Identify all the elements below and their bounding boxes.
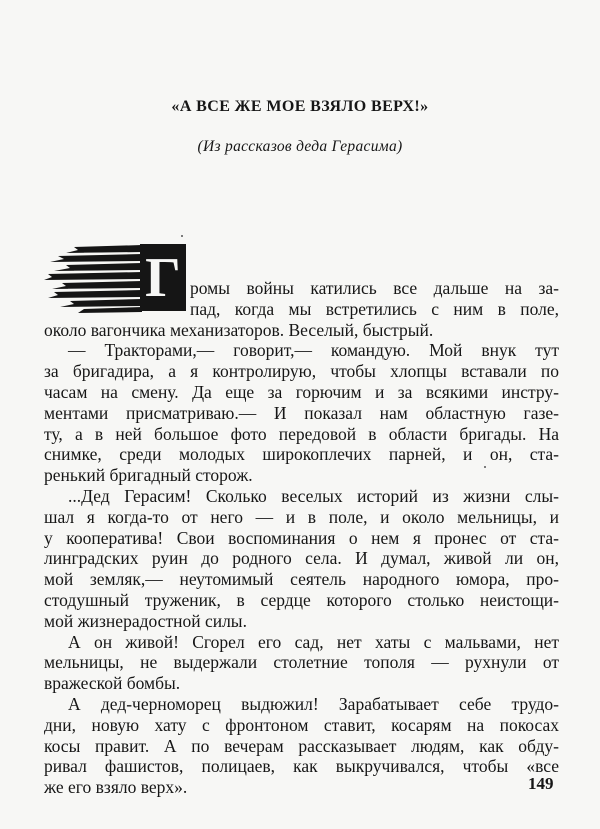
text-line: мой жизнерадостной силы. <box>44 611 247 631</box>
text-line: ренький бригадный сторож. <box>44 465 253 485</box>
text-line: пад, когда мы встретились с ним в поле, <box>190 299 559 319</box>
text-line: ромы войны катились все дальше на за- <box>190 278 559 298</box>
drop-cap-box <box>140 244 186 311</box>
text-line: мельницы, не выдержали столетние тополя — рухнули от <box>44 652 559 672</box>
text-line: — Тракторами,— говорит,— командую. Мой внук тут <box>68 340 559 360</box>
text-line: косы правит. А по вечерам рассказывает людям, как обду- <box>44 736 559 756</box>
text-line: ривал фашистов, полицаев, как выкручивался, чтобы «все <box>44 756 559 776</box>
text-line: шал я когда-то от него — и в поле, и около мельницы, и <box>44 507 559 527</box>
text-line: у кооператива! Свои воспоминания о нем я пронес от ста- <box>44 528 559 548</box>
text-line: линградских руин до родного села. И думал, живой ли он, <box>44 548 559 568</box>
print-speck <box>484 466 486 468</box>
text-line: стодушный труженик, в сердце которого столько неистощи- <box>44 590 559 610</box>
chapter-title: «А ВСЕ ЖЕ МОЕ ВЗЯЛО ВЕРХ!» <box>171 98 429 115</box>
print-speck <box>181 235 183 237</box>
text-line: же его взяло верх». <box>44 777 188 797</box>
text-line: ментами присматриваю.— И показал нам областную газе- <box>44 403 559 423</box>
drop-cap-letter: Г <box>145 247 181 309</box>
text-line: мой земляк,— неутомимый сеятель народного юмора, про- <box>44 569 559 589</box>
text-line: ту, а в ней большое фото передовой в области бригады. На <box>44 424 559 444</box>
text-line: за бригадира, а я контролирую, чтобы хлопцы вставали по <box>44 361 559 381</box>
text-line: ...Дед Герасим! Сколько веселых историй из жизни слы- <box>68 486 559 506</box>
text-line: дни, новую хату с фронтоном ставит, косарям на покосах <box>44 715 559 735</box>
drop-cap-ornament <box>44 244 144 314</box>
page-number: 149 <box>528 774 554 793</box>
text-line: около вагончика механизаторов. Веселый, быстрый. <box>44 320 434 340</box>
text-line: вражеской бомбы. <box>44 673 181 693</box>
text-line: снимке, среди молодых широкоплечих парней, и он, ста- <box>44 444 559 464</box>
chapter-subtitle: (Из рассказов деда Герасима) <box>197 138 403 155</box>
text-line: А он живой! Сгорел его сад, нет хаты с мальвами, нет <box>68 632 559 652</box>
text-line: часам на смену. Да еще за горючим и за всякими инстру- <box>44 382 559 402</box>
drop-cap <box>44 244 186 314</box>
text-line: А дед-черноморец выдюжил! Зарабатывает себе трудо- <box>68 694 559 714</box>
